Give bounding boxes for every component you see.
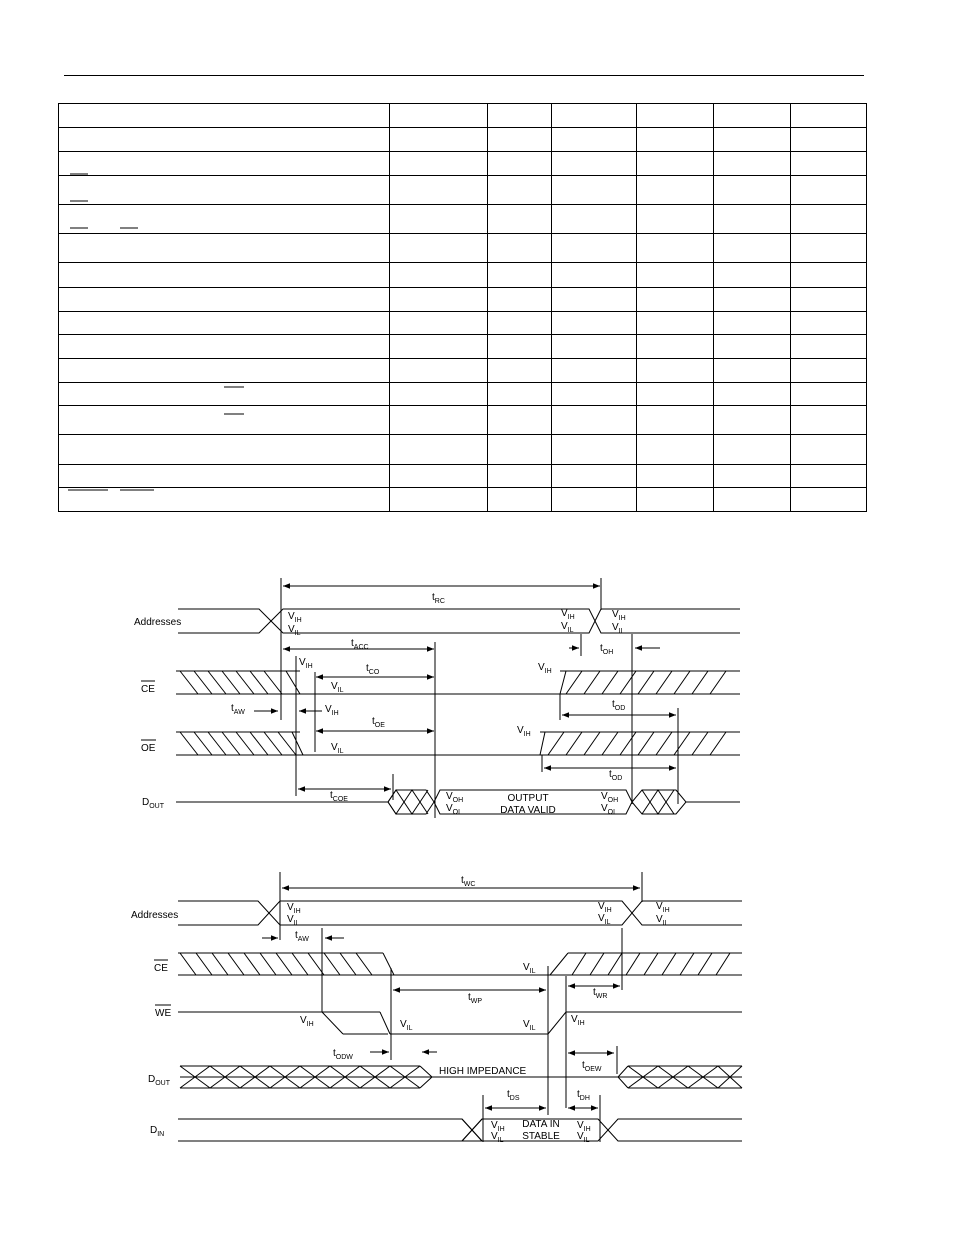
hatch-stroke bbox=[644, 953, 658, 975]
hatch-stroke bbox=[602, 671, 618, 694]
hatch-stroke bbox=[180, 953, 196, 975]
hatch-stroke bbox=[236, 732, 254, 755]
write-vih-2: $V_{IH}$ bbox=[598, 901, 612, 914]
hatch-stroke bbox=[656, 671, 672, 694]
read-oe-vih-2: $V_{IH}$ bbox=[517, 725, 531, 738]
write-din-label: $D_{IN}$ bbox=[150, 1125, 165, 1138]
high-impedance-label: HIGH IMPEDANCE bbox=[439, 1066, 527, 1077]
read-cycle-diagram bbox=[134, 578, 740, 818]
write-vil-3: $V_{IL}$ bbox=[656, 914, 669, 927]
hatch-stroke bbox=[276, 953, 292, 975]
hatch-stroke bbox=[222, 732, 240, 755]
write-dout-label: $D_{OUT}$ bbox=[148, 1074, 171, 1087]
hatch-stroke bbox=[662, 953, 676, 975]
hatch-stroke bbox=[692, 732, 708, 755]
read-oe-vil: $V_{IL}$ bbox=[331, 742, 344, 755]
write-ce-vil: $V_{IL}$ bbox=[523, 962, 536, 975]
t-aw-write-label: $t_{AW}$ bbox=[295, 930, 309, 943]
hatch-stroke bbox=[292, 953, 308, 975]
hatch-stroke bbox=[180, 671, 198, 694]
write-we-vil: $V_{IL}$ bbox=[400, 1019, 413, 1032]
read-vih-1: $V_{IH}$ bbox=[288, 611, 302, 624]
read-oe-label: OE bbox=[141, 743, 156, 754]
read-ce-vih: $V_{IH}$ bbox=[299, 657, 313, 670]
output-line2: DATA VALID bbox=[500, 805, 556, 816]
din-vih-1: $V_{IH}$ bbox=[491, 1120, 505, 1133]
hatch-stroke bbox=[250, 732, 268, 755]
read-ce-waveform bbox=[176, 671, 740, 694]
hatch-stroke bbox=[180, 732, 198, 755]
hatch-stroke bbox=[698, 953, 712, 975]
t-ds-label: $t_{DS}$ bbox=[507, 1089, 520, 1102]
read-ce-label: CE bbox=[141, 684, 155, 695]
hatch-stroke bbox=[680, 953, 694, 975]
t-wc-label: $t_{WC}$ bbox=[461, 875, 476, 888]
hatch-stroke bbox=[584, 732, 600, 755]
read-vol-2: $V_{OL}$ bbox=[601, 803, 618, 816]
t-wr-label: $t_{WR}$ bbox=[593, 987, 608, 1000]
read-vil-3: $V_{IL}$ bbox=[612, 622, 625, 635]
write-we-vih-2: $V_{IH}$ bbox=[571, 1014, 585, 1027]
hatch-stroke bbox=[584, 671, 600, 694]
t-oh-label: $t_{OH}$ bbox=[600, 643, 614, 656]
hatch-stroke bbox=[626, 953, 640, 975]
write-vih-1: $V_{IH}$ bbox=[287, 902, 301, 915]
write-we-waveform bbox=[178, 1012, 742, 1034]
hatch-stroke bbox=[548, 732, 564, 755]
t-co-label: $t_{CO}$ bbox=[366, 663, 380, 676]
read-vih-2: $V_{IH}$ bbox=[561, 608, 575, 621]
hatch-stroke bbox=[356, 953, 372, 975]
t-od-label-oe: $t_{OD}$ bbox=[609, 769, 623, 782]
read-voh-1: $V_{OH}$ bbox=[446, 791, 464, 804]
hatch-stroke bbox=[674, 671, 690, 694]
hatch-stroke bbox=[566, 732, 582, 755]
read-ce-vih-2: $V_{IH}$ bbox=[538, 662, 552, 675]
hatch-stroke bbox=[638, 671, 654, 694]
table-overlines bbox=[68, 174, 244, 490]
hatch-stroke bbox=[710, 671, 726, 694]
hatch-stroke bbox=[264, 671, 282, 694]
din-vih-2: $V_{IH}$ bbox=[577, 1120, 591, 1133]
read-dout-label: $D_{OUT}$ bbox=[142, 797, 165, 810]
write-we-label: WE bbox=[155, 1008, 172, 1019]
hatch-stroke bbox=[212, 953, 228, 975]
t-oe-label: $t_{OE}$ bbox=[372, 716, 385, 729]
t-oew-label: $t_{OEW}$ bbox=[582, 1060, 602, 1073]
din-vil-1: $V_{IL}$ bbox=[491, 1131, 504, 1144]
read-voh-2: $V_{OH}$ bbox=[601, 791, 619, 804]
read-addresses-waveform bbox=[178, 609, 740, 633]
t-odw-label: $t_{ODW}$ bbox=[333, 1048, 353, 1061]
data-in-line2: STABLE bbox=[522, 1131, 560, 1142]
hatch-stroke bbox=[620, 671, 636, 694]
write-we-vih: $V_{IH}$ bbox=[300, 1015, 314, 1028]
t-aw-label: $t_{AW}$ bbox=[231, 703, 245, 716]
write-cycle-diagram bbox=[131, 872, 742, 1144]
write-addresses-label: Addresses bbox=[131, 910, 179, 921]
hatch-stroke bbox=[324, 953, 340, 975]
hatch-stroke bbox=[340, 953, 356, 975]
din-vil-2: $V_{IL}$ bbox=[577, 1131, 590, 1144]
hatch-stroke bbox=[572, 953, 586, 975]
hatch-stroke bbox=[602, 732, 618, 755]
write-vil-2: $V_{IL}$ bbox=[598, 913, 611, 926]
write-ce-label: CE bbox=[154, 963, 168, 974]
hatch-stroke bbox=[656, 732, 672, 755]
hatch-stroke bbox=[260, 953, 276, 975]
hatch-stroke bbox=[208, 671, 226, 694]
read-addresses-label: Addresses bbox=[134, 617, 182, 628]
hatch-stroke bbox=[608, 953, 622, 975]
t-wp-label: $t_{WP}$ bbox=[468, 992, 483, 1005]
write-hatch bbox=[180, 953, 730, 975]
read-vih-3: $V_{IH}$ bbox=[612, 609, 626, 622]
hatch-stroke bbox=[208, 732, 226, 755]
t-rc-label: $t_{RC}$ bbox=[432, 592, 445, 605]
hatch-stroke bbox=[194, 671, 212, 694]
t-od-label-ce: $t_{OD}$ bbox=[612, 699, 626, 712]
write-we-vil-2: $V_{IL}$ bbox=[523, 1019, 536, 1032]
hatch-stroke bbox=[716, 953, 730, 975]
hatch-stroke bbox=[674, 732, 690, 755]
write-vih-3: $V_{IH}$ bbox=[656, 901, 670, 914]
hatch-stroke bbox=[590, 953, 604, 975]
hatch-stroke bbox=[250, 671, 268, 694]
hatch-stroke bbox=[566, 671, 582, 694]
read-oe-waveform bbox=[176, 732, 740, 755]
hatch-stroke bbox=[710, 732, 726, 755]
read-oe-vih: $V_{IH}$ bbox=[325, 704, 339, 717]
t-coe-label: $t_{COE}$ bbox=[330, 790, 348, 803]
hatch-stroke bbox=[196, 953, 212, 975]
t-acc-label: $t_{ACC}$ bbox=[351, 638, 369, 651]
hatch-stroke bbox=[264, 732, 282, 755]
hatch-stroke bbox=[236, 671, 254, 694]
read-ce-vil: $V_{IL}$ bbox=[331, 681, 344, 694]
hatch-stroke bbox=[244, 953, 260, 975]
read-hatch bbox=[180, 671, 726, 755]
read-vil-1: $V_{IL}$ bbox=[288, 624, 301, 637]
hatch-stroke bbox=[692, 671, 708, 694]
read-vil-2: $V_{IL}$ bbox=[561, 621, 574, 634]
hatch-stroke bbox=[638, 732, 654, 755]
hatch-stroke bbox=[194, 732, 212, 755]
read-vol-1: $V_{OL}$ bbox=[446, 803, 463, 816]
t-dh-label: $t_{DH}$ bbox=[577, 1089, 590, 1102]
hatch-stroke bbox=[620, 732, 636, 755]
output-line1: OUTPUT bbox=[507, 793, 549, 804]
write-din-waveform bbox=[178, 1119, 742, 1141]
hatch-stroke bbox=[222, 671, 240, 694]
hatch-stroke bbox=[228, 953, 244, 975]
write-vil-1: $V_{IL}$ bbox=[287, 914, 300, 927]
data-in-line1: DATA IN bbox=[522, 1119, 560, 1130]
